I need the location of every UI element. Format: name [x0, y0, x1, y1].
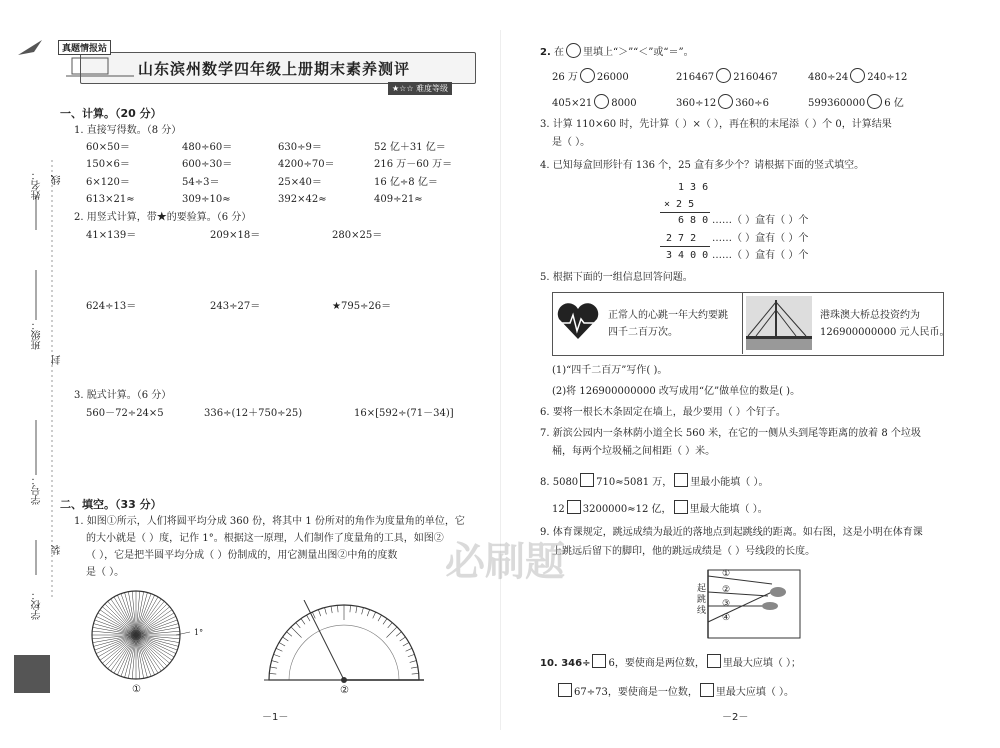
one-degree-label: 1° [194, 628, 204, 637]
binding-gutter [0, 0, 62, 748]
r-q8-row: 12 3200000≈12 亿， 里最大能填（ ）。 [552, 500, 768, 516]
step-calc-item: 560－72÷24×5 [86, 408, 164, 419]
vertical-calc-item: 243÷27＝ [210, 301, 261, 312]
compare-circle[interactable] [850, 68, 865, 83]
long-jump-figure [692, 566, 802, 640]
info-heart-text: 正常人的心跳一年大约要跳 [608, 310, 728, 321]
section-tag: 真题情报站 [58, 40, 111, 55]
page-title: 山东滨州数学四年级上册期末素养测评 [138, 60, 411, 78]
q1-title: 1. 直接写得数。（8 分） [74, 125, 182, 136]
r-q5-title: 5. 根据下面的一组信息回答问题。 [540, 272, 693, 283]
calc-item: 54÷3＝ [182, 177, 220, 188]
r-q9-line: 9. 体育课规定，跳远成绩为最近的落地点到起跳线的距离。如右图，这是小明在体育课 [540, 527, 923, 538]
bridge-image [746, 296, 812, 350]
fill-box[interactable] [558, 683, 572, 697]
fill-box[interactable] [592, 654, 606, 668]
q3-title: 3. 脱式计算。（6 分） [74, 390, 172, 401]
heart-icon [556, 301, 600, 341]
fill-box[interactable] [674, 500, 688, 514]
segment-4-label: ④ [722, 613, 731, 623]
calc-item: 480÷60＝ [182, 142, 233, 153]
page-divider [500, 30, 501, 730]
calc-item: 4200÷70＝ [278, 159, 335, 170]
r-q4-title: 4. 已知每盒回形针有 136 个，25 盒有多少个？请根据下面的竖式填空。 [540, 160, 865, 171]
compare-item: 26 万 26000 [552, 68, 629, 84]
name-label: 姓名： [32, 170, 43, 200]
compare-circle[interactable] [594, 94, 609, 109]
calc-item: 6×120＝ [86, 177, 130, 188]
info-divider [742, 292, 743, 354]
school-label: 学校： [32, 590, 43, 620]
r-q3-line: 是（ ）。 [552, 137, 591, 148]
info-bridge-text: 港珠澳大桥总投资约为 [820, 310, 920, 321]
calc-item: 16 亿÷8 亿＝ [374, 177, 438, 188]
page-number-1: －1－ [262, 712, 289, 723]
r-q2-title: 2. 在 里填上“＞”“＜”或“＝”。 [540, 43, 694, 59]
r-q5-sub: (1)“四千二百万”写作( )。 [552, 365, 668, 376]
compare-circle[interactable] [580, 68, 595, 83]
vert-row: 3 4 0 0 [666, 250, 709, 261]
r-q7-line: 7. 新滨公园内一条林荫小道全长 560 米，在它的一侧从头到尾等距离的放着 8 个垃圾 [540, 428, 921, 439]
vert-row: 1 3 6 [678, 182, 709, 193]
class-label: 班级： [32, 320, 43, 350]
compare-item: 599360000 6 亿 [808, 94, 904, 110]
step-calc-item: 16×[592÷(71－34)] [354, 408, 454, 419]
vert-fill: ……（ ）盒有（ ）个 [712, 233, 809, 244]
vertical-calc-item: 624÷13＝ [86, 301, 137, 312]
r-q8-row: 8. 5080 710≈5081 万， 里最小能填（ ）。 [540, 473, 768, 489]
segment-1-label: ① [722, 569, 731, 579]
fill-q1-line: 的大小就是（ ）度，记作 1°。根据这一原理，人们制作了度量角的工具，如图② [86, 533, 444, 544]
q2-title: 2. 用竖式计算，带★的要验算。（6 分） [74, 212, 252, 223]
calc-item: 216 万－60 万＝ [374, 159, 453, 170]
compare-item: 216467 2160467 [676, 68, 778, 84]
r-q3-line: 3. 计算 110×60 时，先计算（ ）×（ ），再在积的末尾添（ ）个 0，计算结果 [540, 119, 892, 130]
vert-fill: ……（ ）盒有（ ）个 [712, 215, 809, 226]
step-calc-item: 336÷(12＋750÷25) [204, 408, 303, 419]
figure2-label: ② [340, 685, 349, 696]
bind-label: 装 [52, 545, 63, 555]
vertical-calc-item: ★795÷26＝ [332, 301, 392, 312]
calc-item: 52 亿＋31 亿＝ [374, 142, 446, 153]
r-q10-row: 67÷73，要使商是一位数， 里最大应填（ ）。 [556, 683, 794, 699]
gutter-lines [0, 0, 62, 748]
fill-box[interactable] [674, 473, 688, 487]
vert-row: × 2 5 [664, 199, 695, 210]
section1-title: 一、计算。（20 分） [60, 107, 162, 120]
fill-q1-line: （ ），它是把半圆平均分成（ ）份制成的，用它测量出图②中角的度数 [86, 550, 398, 561]
vertical-calc-item: 209×18＝ [210, 230, 261, 241]
r-q9-line: 上跳远后留下的脚印，他的跳远成绩是（ ）号线段的长度。 [552, 546, 816, 557]
r-q5-sub: (2)将 126900000000 改写成用“亿”做单位的数是( )。 [552, 386, 801, 397]
vert-fill: ……（ ）盒有（ ）个 [712, 250, 809, 261]
calc-item: 60×50＝ [86, 142, 130, 153]
calc-item: 409÷21≈ [374, 194, 423, 205]
section2-title: 二、填空。（33 分） [60, 498, 162, 511]
number-label: 学号： [32, 475, 43, 505]
fill-box[interactable] [707, 654, 721, 668]
calc-item: 630÷9＝ [278, 142, 322, 153]
compare-item: 480÷24 240÷12 [808, 68, 907, 84]
compare-item: 360÷12 360÷6 [676, 94, 769, 110]
info-heart-text: 四千二百万次。 [608, 327, 678, 338]
calc-item: 600÷30＝ [182, 159, 233, 170]
circle-degree-figure [84, 590, 194, 685]
protractor-figure [264, 600, 424, 685]
compare-item: 405×21 8000 [552, 94, 637, 110]
laptop-icon [64, 52, 136, 82]
line-label: 线 [52, 175, 63, 185]
figure1-label: ① [132, 684, 141, 695]
watermark: 必刷题 [445, 539, 565, 585]
calc-item: 392×42≈ [278, 194, 327, 205]
r-q10-row: 10. 346÷ 6，要使商是两位数， 里最大应填（ ）； [540, 654, 801, 670]
r-q6: 6. 要将一根长木条固定在墙上，最少要用（ ）个钉子。 [540, 407, 786, 418]
calc-item: 309÷10≈ [182, 194, 231, 205]
fill-box[interactable] [700, 683, 714, 697]
fill-q1-line: 1. 如图①所示，人们将圆平均分成 360 份，将其中 1 份所对的角作为度量角的单位，它 [74, 516, 465, 527]
calc-item: 150×6＝ [86, 159, 130, 170]
fill-box[interactable] [580, 473, 594, 487]
fill-box[interactable] [567, 500, 581, 514]
page-number-2: －2－ [722, 712, 749, 723]
segment-2-label: ② [722, 585, 731, 595]
info-bridge-text: 126900000000 元人民币。 [820, 327, 950, 338]
vert-rule [660, 246, 710, 247]
compare-circle[interactable] [867, 94, 882, 109]
calc-item: 25×40＝ [278, 177, 322, 188]
fill-q1-line: 是（ ）。 [86, 567, 125, 578]
seal-label: 封 [52, 355, 63, 365]
difficulty-badge: ★☆☆ 难度等级 [388, 82, 452, 95]
vertical-calc-item: 280×25＝ [332, 230, 383, 241]
vert-row: 2 7 2 [666, 233, 697, 244]
vert-rule [660, 212, 710, 213]
segment-3-label: ③ [722, 599, 731, 609]
take-off-line-label: 起跳线 [697, 584, 707, 616]
calc-item: 613×21≈ [86, 194, 135, 205]
vertical-calc-item: 41×139＝ [86, 230, 137, 241]
compare-circle[interactable] [716, 68, 731, 83]
r-q7-line: 桶，每两个垃圾桶之间相距（ ）米。 [552, 446, 716, 457]
vert-row: 6 8 0 [678, 215, 709, 226]
compare-circle[interactable] [718, 94, 733, 109]
